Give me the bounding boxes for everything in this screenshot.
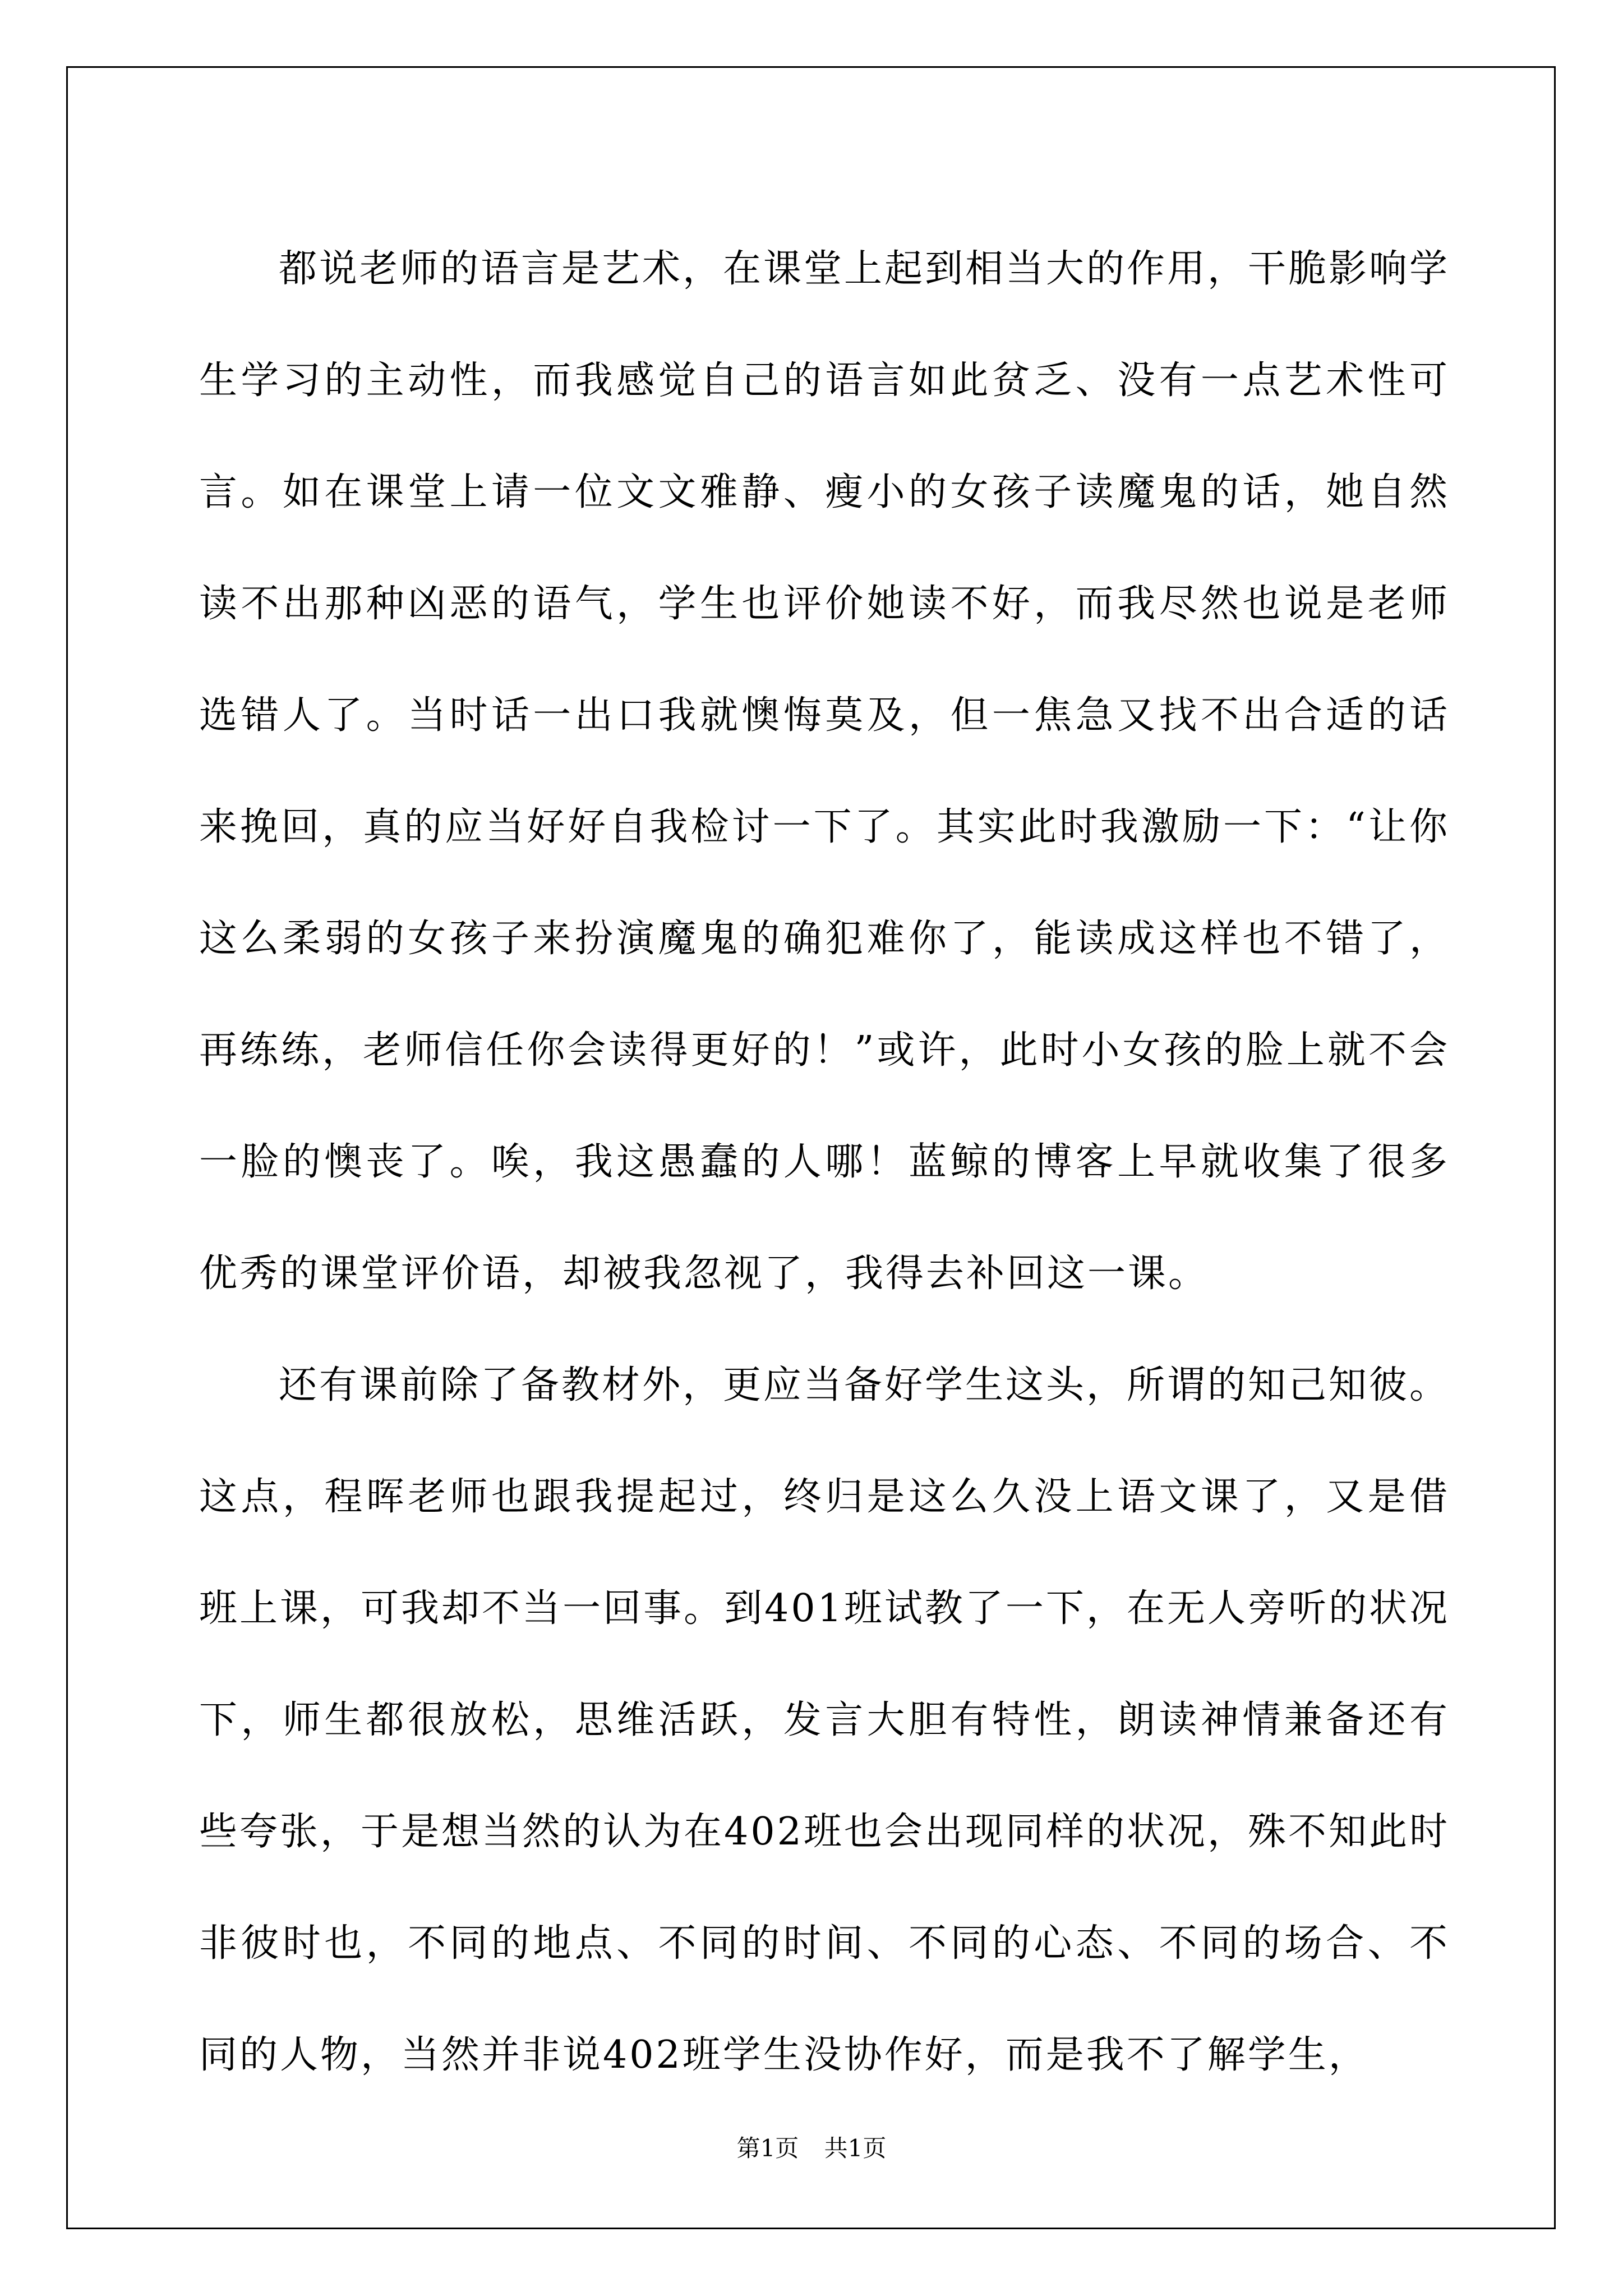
page-footer <box>0 2132 1623 2165</box>
paragraph-2: 还有课前除了备教材外，更应当备好学生这头，所谓的知己知彼。这点，程晖老师也跟我提起过，终归是这么久没上语文课了，又是借班上课，可我却不当一回事。到401班试教了一下，在无人旁听的状况下，师生都很放松，思维活跃，发言大胆有特性，朗读神情兼备还有些夸张，于是想当然的认为在402班也会出现同样的状况，殊不知此时非彼时也，不同的地点、不同的时间、不同的心态、不同的场合、不同的人物，当然并非说402班学生没协作好，而是我不了解学生， <box>199 1363 1450 2077</box>
paragraph-1: 都说老师的语言是艺术，在课堂上起到相当大的作用，干脆影响学生学习的主动性，而我感觉自己的语言如此贫乏、没有一点艺术性可言。如在课堂上请一位文文雅静、瘦小的女孩子读魔鬼的话，她自然读不出那种凶恶的语气，学生也评价她读不好，而我尽然也说是老师选错人了。当时话一出口我就懊悔莫及，但一焦急又找不出合适的话来挽回，真的应当好好自我检讨一下了。其实此时我激励一下：“让你这么柔弱的女孩子来扮演魔鬼的确犯难你了，能读成这样也不错了，再练练，老师信任你会读得更好的！”或许，此时小女孩的脸上就不会一脸的懊丧了。唉，我这愚蠢的人哪！蓝鲸的博客上早就收集了很多优秀的课堂评价语，却被我忽视了，我得去补回这一课。 <box>199 247 1450 1296</box>
page-number-total: 共1页 <box>824 2134 887 2162</box>
page-number-current: 第1页 <box>736 2134 799 2162</box>
document-body <box>199 213 1450 2111</box>
